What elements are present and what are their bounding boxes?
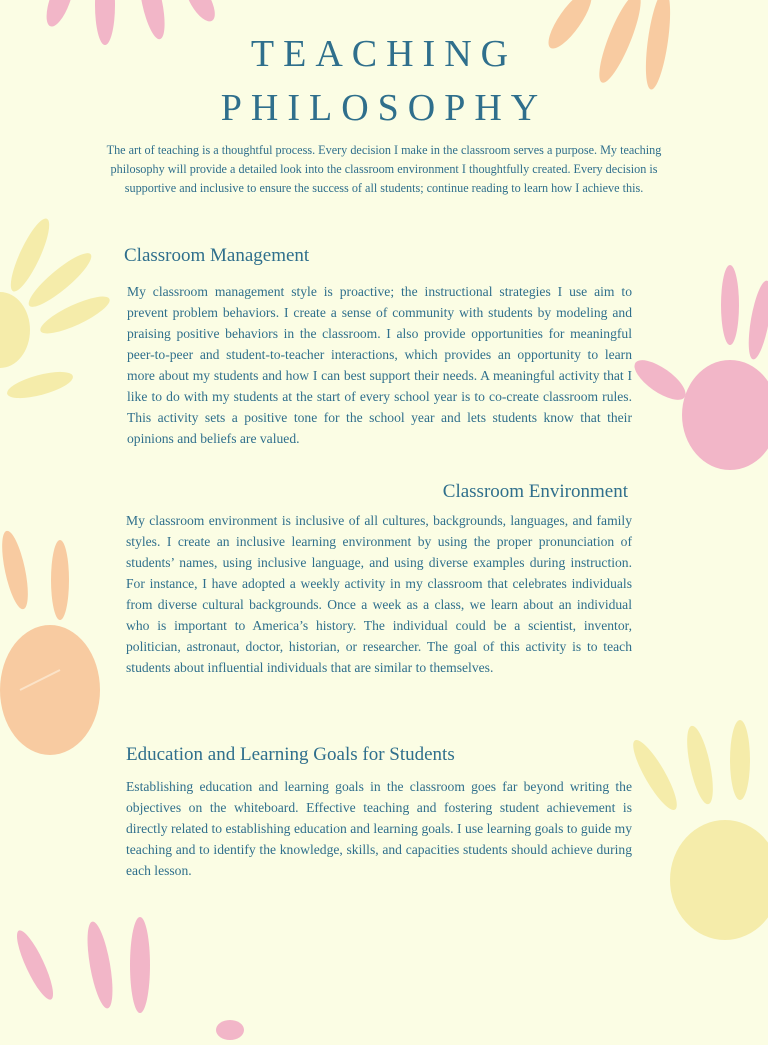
intro-paragraph: The art of teaching is a thoughtful process. Every decision I make in the classroom serves a purpose. My teaching philosophy will provide a detailed look into the classroom environment I thoughtfully created. Every decision is supportive and inclusive to ensure the success of all students; continue reading to learn how I achieve this.: [106, 143, 662, 196]
section-heading-classroom-management: Classroom Management: [124, 245, 310, 266]
page-title-line-1: TEACHING: [250, 33, 518, 75]
handprint-right-pink-icon: [610, 255, 768, 485]
handprint-bottom-left-icon: [0, 905, 260, 1045]
section-body-classroom-management: My classroom management style is proactive; the instructional strategies I use aim to prevent problem behaviors. I create a sense of community with students by modeling and praising positive behaviors in the classroom. I also provide opportunities for meaningful peer-to-peer and student-to-teacher interactions, which provides an opportunity to learn more about my students and how I can best support their needs. A meaningful activity that I like to do with my students at the start of every school year is to co-create classroom rules. This activity sets a positive tone for the school year and lets students know that their opinions and beliefs are valued.: [127, 284, 632, 446]
section-heading-learning-goals: Education and Learning Goals for Students: [126, 744, 455, 765]
handprint-left-peach-icon: [0, 520, 120, 770]
section-body-learning-goals: Establishing education and learning goals in the classroom goes far beyond writing the objectives on the whiteboard. Effective teaching and fostering student achievement is directly related to establishing education and learning goals. I use learning goals to guide my teaching and to identify the knowledge, skills, and capacities students should achieve during each lesson.: [126, 779, 632, 878]
handprint-left-yellow-icon: [0, 200, 120, 420]
section-body-classroom-environment: My classroom environment is inclusive of all cultures, backgrounds, languages, and family styles. I create an inclusive learning environment by using the proper pronunciation of students’ names, using inclusive language, and using diverse examples during instruction. For instance, I have adopted a weekly activity in my classroom that celebrates individuals from diverse cultural backgrounds. Once a week as a class, we learn about an individual who is important to America’s history. The individual could be a scientist, inventor, politician, astronaut, doctor, historian, or researcher. The goal of this activity is to teach students about influential individuals that are similar to themselves.: [126, 513, 632, 675]
section-heading-classroom-environment: Classroom Environment: [442, 481, 628, 502]
page-title-line-2: PHILOSOPHY: [220, 87, 548, 129]
